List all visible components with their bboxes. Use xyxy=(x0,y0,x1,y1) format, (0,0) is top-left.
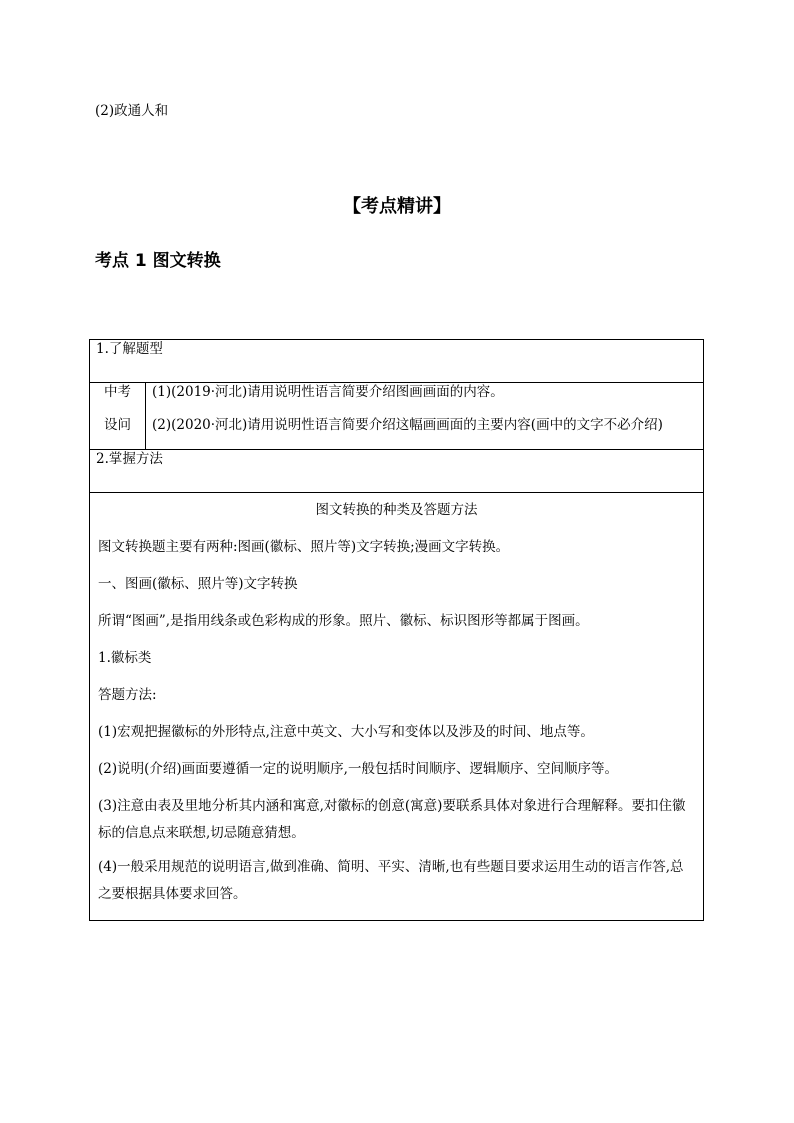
exam-item: (2)(2020·河北)请用说明性语言简要介绍这幅画画面的主要内容(画中的文字不必介绍) xyxy=(152,417,663,433)
row-heading-1: 1.了解题型 xyxy=(90,340,704,383)
paragraph: (4)一般采用规范的说明语言,做到准确、简明、平实、清晰,也有些题目要求运用生动的语言作答,总之要根据具体要求回答。 xyxy=(98,859,684,902)
paragraph: 1.徽标类 xyxy=(98,650,152,666)
intro-line: (2)政通人和 xyxy=(95,103,169,119)
table-row xyxy=(90,450,704,493)
paragraph: 图文转换题主要有两种:图画(徽标、照片等)文字转换;漫画文字转换。 xyxy=(98,539,510,555)
paragraph: 所谓“图画”,是指用线条或色彩构成的形象。照片、徽标、标识图形等都属于图画。 xyxy=(98,613,589,629)
exam-label-cell xyxy=(90,383,146,450)
exam-label-line2: 设问 xyxy=(104,417,131,433)
exam-items-cell xyxy=(146,383,704,450)
paragraph: 答题方法: xyxy=(98,687,157,703)
paragraph: (1)宏观把握徽标的外形特点,注意中英文、大小写和变体以及涉及的时间、地点等。 xyxy=(98,724,594,740)
content-table xyxy=(89,339,704,921)
paragraph: (3)注意由表及里地分析其内涵和寓意,对徽标的创意(寓意)要联系具体对象进行合理解释。要扣住徽标的信息点来联想,切忌随意猜想。 xyxy=(98,798,686,841)
table-row xyxy=(90,493,704,921)
paragraph: (2)说明(介绍)画面要遵循一定的说明顺序,一般包括时间顺序、逻辑顺序、空间顺序等。 xyxy=(98,761,618,777)
table-row xyxy=(90,383,704,450)
exam-item: (1)(2019·河北)请用说明性语言简要介绍图画画面的内容。 xyxy=(152,384,504,400)
method-title: 图文转换的种类及答题方法 xyxy=(315,502,478,518)
row-heading-2: 2.掌握方法 xyxy=(90,450,704,493)
point-title: 考点 1 图文转换 xyxy=(95,251,221,271)
section-title: 【考点精讲】 xyxy=(343,196,451,217)
table-row xyxy=(90,340,704,383)
paragraph: 一、图画(徽标、照片等)文字转换 xyxy=(98,576,298,592)
exam-label-line1: 中考 xyxy=(104,384,131,400)
method-content-cell xyxy=(90,493,704,921)
